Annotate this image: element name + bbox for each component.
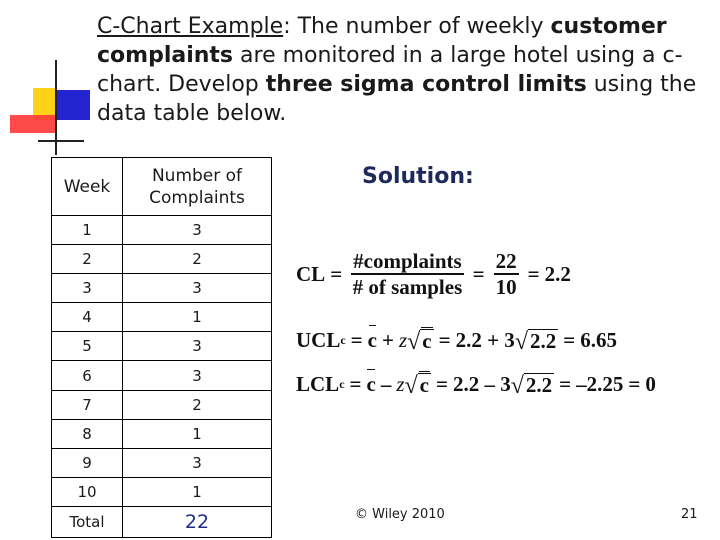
table-row [52, 477, 272, 506]
week-cell: 4 [52, 303, 123, 332]
cl-denominator: # of samples [352, 275, 463, 299]
equals-sign: = [527, 261, 540, 286]
equals-sign: = [436, 372, 448, 396]
lcl-result: –2.25 [576, 372, 624, 396]
lcl-formula [296, 372, 656, 397]
complaints-cell: 2 [123, 390, 272, 419]
ucl-z: z [398, 328, 408, 352]
page-number: 21 [681, 507, 698, 522]
complaints-cell: 1 [123, 303, 272, 332]
cl-formula [296, 250, 571, 298]
header-complaints: Number of Complaints [123, 158, 272, 216]
week-cell: 7 [52, 390, 123, 419]
ucl-subscript: c [340, 333, 346, 347]
solution-heading: Solution: [362, 164, 474, 189]
title-bold-2: three sigma control limits [265, 72, 587, 97]
slide-title [97, 12, 709, 128]
equals-sign: = [563, 328, 576, 352]
complaints-cell: 3 [123, 216, 272, 245]
equals-sign: = [472, 261, 485, 286]
week-cell: 2 [52, 245, 123, 274]
title-bold-1: customer complaints [97, 14, 667, 68]
week-cell: 1 [52, 216, 123, 245]
plus-sign: + [381, 328, 394, 352]
lcl-label: LCL [296, 372, 340, 396]
lcl-final: 0 [645, 372, 656, 396]
header-week: Week [52, 158, 123, 216]
minus-sign: – [380, 372, 392, 396]
ucl-c-bar: c [367, 328, 377, 352]
table-header-row [52, 158, 272, 216]
title-text-3: using the data table below. [97, 72, 697, 126]
title-example-label: C-Chart Example [97, 14, 284, 39]
cl-result: 2.2 [544, 261, 571, 286]
lcl-mid: 2.2 – 3 [452, 372, 511, 396]
cl-denominator-value: 10 [495, 275, 517, 299]
complaints-cell: 2 [123, 245, 272, 274]
ucl-sqrt-arg: c [422, 329, 432, 353]
lcl-sqrt-value: √ 2.2 [510, 373, 553, 399]
complaints-cell: 3 [123, 332, 272, 361]
week-cell: 8 [52, 419, 123, 448]
week-cell: 6 [52, 361, 123, 390]
ucl-mid: 2.2 + 3 [455, 328, 515, 352]
lcl-c-bar: c [366, 372, 376, 396]
table-row [52, 332, 272, 361]
table-row [52, 361, 272, 390]
complaints-cell: 3 [123, 274, 272, 303]
equals-sign: = [628, 372, 641, 396]
complaints-table [51, 157, 272, 538]
logo-red-bar [10, 115, 56, 133]
week-cell: 9 [52, 448, 123, 477]
equals-sign: = [349, 372, 362, 396]
lcl-sqrt-arg: c [419, 373, 429, 397]
table-row [52, 390, 272, 419]
cl-fraction-words [351, 250, 464, 298]
cl-numerator-value: 22 [495, 249, 517, 273]
lcl-root-value: 2.2 [525, 373, 553, 397]
logo-blue-square [56, 90, 90, 120]
complaints-cell: 3 [123, 361, 272, 390]
complaints-cell: 1 [123, 419, 272, 448]
cl-numerator: #complaints [353, 249, 462, 273]
lcl-z: z [396, 372, 405, 396]
table-row [52, 419, 272, 448]
ucl-sqrt-value: √ 2.2 [514, 329, 557, 355]
lcl-subscript: c [339, 377, 345, 391]
table-row [52, 245, 272, 274]
title-text-1: : The number of weekly [283, 14, 551, 39]
ucl-root-value: 2.2 [529, 329, 557, 353]
complaints-cell: 1 [123, 477, 272, 506]
equals-sign: = [559, 372, 572, 396]
week-cell: 5 [52, 332, 123, 361]
week-cell: 10 [52, 477, 123, 506]
ucl-label: UCL [296, 328, 341, 352]
table-row [52, 448, 272, 477]
cl-fraction-numbers [494, 250, 519, 298]
complaints-cell: 3 [123, 448, 272, 477]
equals-sign: = [350, 328, 363, 352]
title-text-2: are monitored in a large hotel using a c-chart. Develop [97, 43, 683, 97]
week-cell: 3 [52, 274, 123, 303]
table-row [52, 274, 272, 303]
equals-sign: = [438, 328, 451, 352]
lcl-sqrt-cbar: √ c [404, 373, 429, 399]
copyright-text: © Wiley 2010 [355, 507, 445, 522]
table-row [52, 216, 272, 245]
ucl-sqrt-cbar: √ c [407, 329, 432, 355]
total-label: Total [52, 506, 123, 537]
logo-horizontal-line [38, 140, 84, 142]
total-value: 22 [123, 506, 272, 537]
ucl-result: 6.65 [580, 328, 617, 352]
ucl-formula [296, 328, 617, 353]
equals-sign: = [330, 261, 343, 286]
cl-label: CL [296, 261, 326, 286]
table-row [52, 303, 272, 332]
table-total-row [52, 506, 272, 537]
